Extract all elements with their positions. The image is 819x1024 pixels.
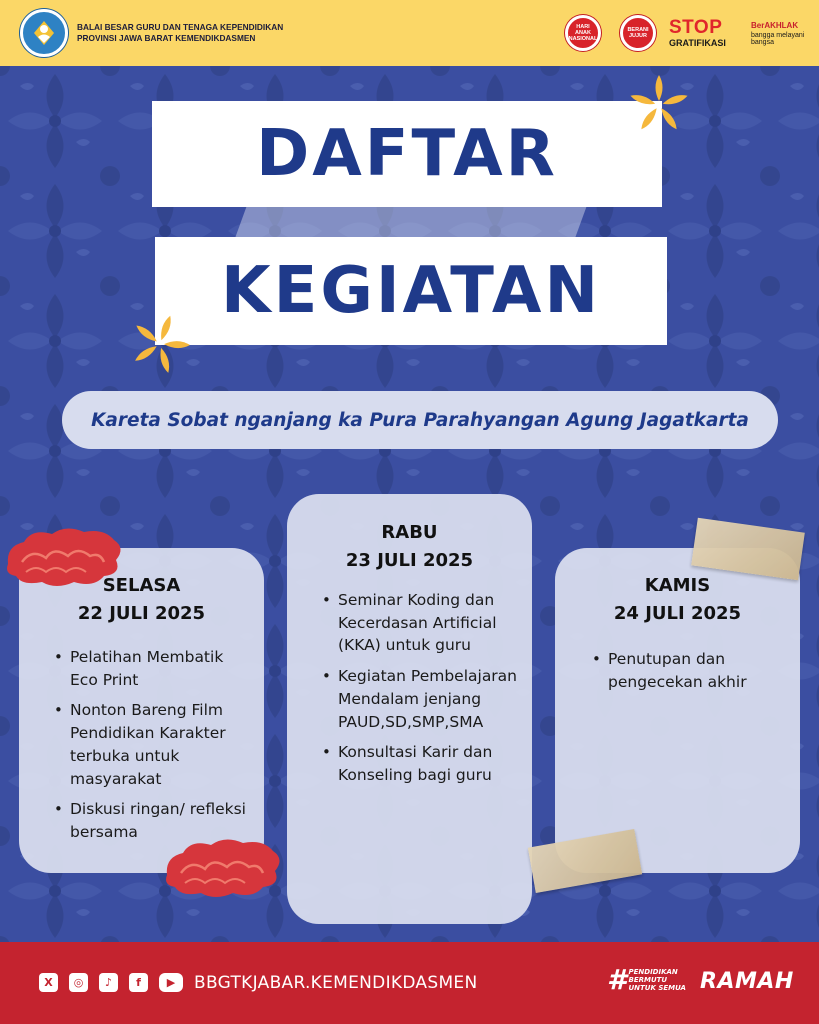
header-bar [0,0,819,66]
tut-wuri-handayani-logo [20,9,68,57]
hari-anak-badge [565,13,601,53]
activity-list [338,589,518,787]
day-card-kamis [555,548,800,873]
x-icon[interactable]: X [39,973,58,992]
red-cloud-batik-icon [163,833,285,903]
gratifikasi-label: GRATIFIKASI [669,38,726,48]
list-item: • Pelatihan Membatik Eco Print [70,646,252,691]
card-heading [287,519,532,575]
berani-jujur-badge [618,13,658,53]
activity-list [70,646,252,844]
list-item: • Kegiatan Pembelajaran Mendalam jenjang PAUD,SD,SMP,SMA [338,665,518,733]
instagram-icon[interactable]: ◎ [69,973,88,992]
list-item: • Seminar Koding dan Kecerdasan Artificial (KKA) untuk guru [338,589,518,657]
list-item: • Diskusi ringan/ refleksi bersama [70,798,252,843]
day-date: 23 JULI 2025 [345,550,474,571]
organization-name [77,22,283,44]
list-item: • Konsultasi Karir dan Konseling bagi guru [338,741,518,786]
tagline-lines [628,968,685,992]
tagline-line-2: BERMUTU [628,976,668,984]
day-name: SELASA [102,575,181,596]
day-card-rabu [287,494,532,924]
stop-gratifikasi-logo [669,13,739,53]
stop-label: STOP [669,17,723,38]
day-name: RABU [381,522,438,543]
website-link[interactable]: BBGTKJABAR.KEMENDIKDASMEN [194,973,478,993]
hari-anak-label: HARI ANAK NASIONAL [565,15,601,51]
red-cloud-batik-icon [4,524,126,590]
tagline-hash: # [607,963,627,996]
tagline-line-1: PENDIDIKAN [628,968,678,976]
day-date: 22 JULI 2025 [77,603,206,624]
list-item: • Penutupan dan pengecekan akhir [608,648,788,693]
day-name: KAMIS [644,575,711,596]
berakhlak-label: BerAKHLAK [751,20,799,30]
activity-list [608,648,788,693]
facebook-icon[interactable]: f [129,973,148,992]
day-date: 24 JULI 2025 [613,603,742,624]
title-line-2: KEGIATAN [221,254,601,328]
berakhlak-logo [751,13,807,53]
bangga-melayani-label: bangga melayani bangsa [751,31,805,46]
berani-jujur-label: BERANI JUJUR [620,15,656,51]
org-line-2: PROVINSI JAWA BARAT KEMENDIKDASMEN [77,33,256,43]
tiktok-icon[interactable]: ♪ [99,973,118,992]
title-box-1 [152,101,662,207]
flower-icon [626,72,692,138]
title-line-1: DAFTAR [256,117,558,191]
card-heading [555,572,800,628]
day-card-selasa [19,548,264,873]
ramah-logo: RAMAH [700,969,794,994]
title-box-2 [155,237,667,345]
tagline-line-3: UNTUK SEMUA [628,984,686,992]
pendidikan-bermutu-logo [607,963,686,996]
org-line-1: BALAI BESAR GURU DAN TENAGA KEPENDIDIKAN [77,22,284,32]
flower-icon [127,311,193,377]
social-links [39,973,183,992]
subtitle-text: Kareta Sobat nganjang ka Pura Parahyangan Agung Jagatkarta [91,409,749,431]
list-item: • Nonton Bareng Film Pendidikan Karakter terbuka untuk masyarakat [70,699,252,790]
youtube-icon[interactable]: ▶ [159,973,183,992]
subtitle-pill [62,391,778,449]
